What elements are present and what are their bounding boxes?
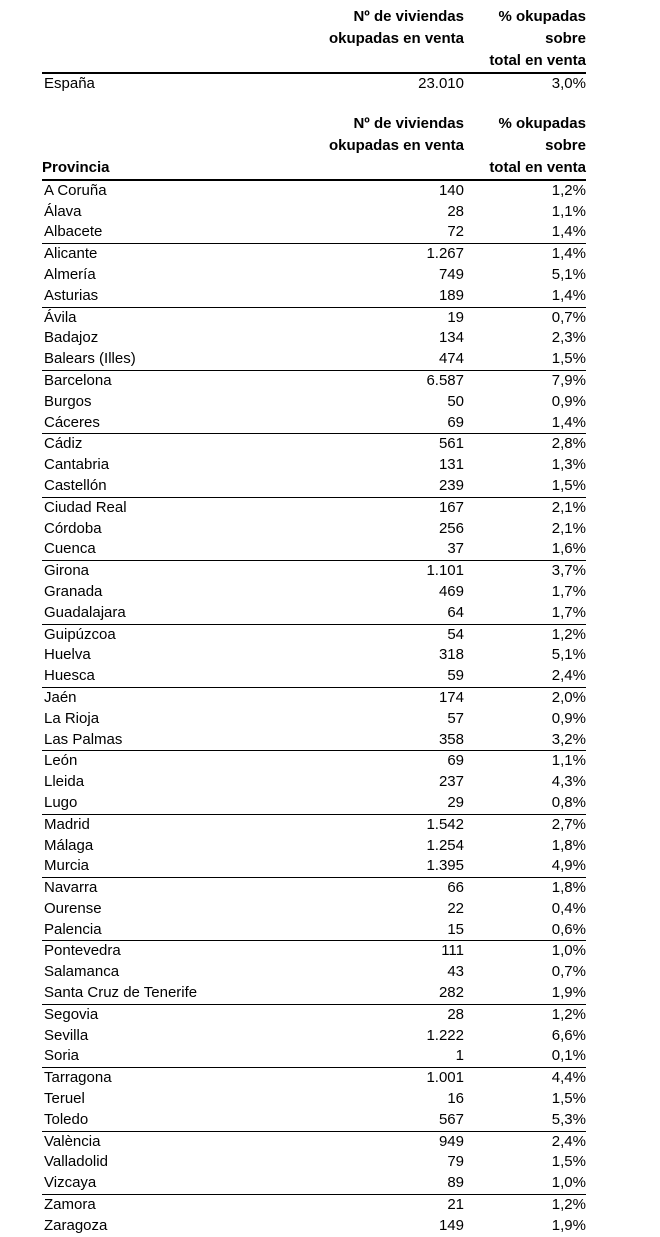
province-name: Córdoba [44,519,102,537]
pct-header-line1: % okupadas sobre [498,8,586,47]
table-row [42,772,586,793]
table-row [42,814,586,836]
province-header [42,113,586,179]
province-name: València [44,1132,101,1150]
section-spacer [42,95,586,113]
province-name: Zamora [44,1196,96,1214]
province-count: 50 [447,392,464,410]
table-row [42,202,586,223]
table-row [42,582,586,603]
table-row [42,455,586,476]
table-row [42,962,586,983]
province-pct: 1,2% [551,1005,586,1023]
province-count: 28 [447,1005,464,1023]
national-count: 23.010 [418,75,464,92]
province-pct: 1,3% [551,456,586,474]
province-pct: 1,4% [551,245,586,263]
province-name: Granada [44,582,103,600]
national-header [42,6,586,72]
province-name: Huelva [44,646,91,664]
table-row [42,624,586,646]
table-row [42,179,586,202]
table-row [42,730,586,751]
province-pct: 0,8% [551,793,586,811]
province-name: Ciudad Real [44,498,127,516]
province-pct: 2,7% [551,815,586,833]
province-pct: 1,1% [551,752,586,770]
table-row [42,793,586,814]
count-column-header [270,6,464,72]
national-name: España [44,75,95,92]
table-row [42,497,586,519]
province-pct: 5,1% [551,646,586,664]
table-row [42,1173,586,1194]
province-rows [42,179,586,1237]
province-pct: 1,2% [551,1196,586,1214]
province-pct: 1,5% [551,476,586,494]
province-name: Lugo [44,793,78,811]
province-pct: 1,0% [551,1174,586,1192]
province-pct: 1,4% [551,413,586,431]
province-count: 57 [447,709,464,727]
province-count: 15 [447,920,464,938]
province-count: 22 [447,899,464,917]
province-pct: 1,8% [551,836,586,854]
table-row [42,603,586,624]
province-pct: 0,1% [551,1047,586,1065]
province-pct: 5,1% [551,265,586,283]
table-row [42,433,586,455]
province-count: 749 [438,265,464,283]
province-pct: 1,8% [551,879,586,897]
province-count: 29 [447,793,464,811]
table-row [42,560,586,582]
table-row [42,1067,586,1089]
province-pct-header-line1: % okupadas sobre [498,114,586,154]
province-pct: 4,3% [551,773,586,791]
province-count: 149 [438,1216,464,1234]
province-name: Cádiz [44,435,83,453]
province-pct: 3,2% [551,730,586,748]
province-name: A Coruña [44,181,107,199]
province-count: 256 [438,519,464,537]
table-row [42,709,586,730]
province-name: Cuenca [44,540,96,558]
province-count: 54 [447,625,464,643]
province-count: 134 [438,329,464,347]
count-header-line2: okupadas en venta [328,30,464,47]
province-pct: 2,8% [551,435,586,453]
table-row [42,539,586,560]
province-name: Sevilla [44,1026,89,1044]
table-row [42,856,586,877]
province-pct: 0,4% [551,899,586,917]
province-count: 72 [447,223,464,241]
province-column-header: Provincia [42,158,110,176]
province-count: 28 [447,202,464,220]
province-count-header-line2: okupadas en venta [328,136,464,154]
national-row [42,72,586,95]
province-name: Guadalajara [44,603,126,621]
province-pct: 1,7% [551,603,586,621]
province-name: Guipúzcoa [44,625,116,643]
province-name: Málaga [44,836,94,854]
province-count: 1.001 [426,1069,464,1087]
province-pct: 1,7% [551,582,586,600]
province-name: Tarragona [44,1069,112,1087]
province-count: 79 [447,1153,464,1171]
province-pct: 2,4% [551,1132,586,1150]
count-header-line1: Nº de viviendas [353,8,464,25]
province-name: Valladolid [44,1153,108,1171]
table-row [42,877,586,899]
province-name: Cáceres [44,413,100,431]
province-name: Cantabria [44,456,110,474]
table-row [42,370,586,392]
province-name: Vizcaya [44,1174,97,1192]
province-count: 89 [447,1174,464,1192]
province-name: Las Palmas [44,730,123,748]
province-pct: 1,1% [551,202,586,220]
table-row [42,1152,586,1173]
province-count: 1.254 [426,836,464,854]
province-count: 189 [438,286,464,304]
province-pct-header [464,113,586,179]
table-row [42,666,586,687]
province-pct: 4,4% [551,1069,586,1087]
table-row [42,899,586,920]
province-name: Almería [44,265,96,283]
national-pct: 3,0% [551,75,586,92]
province-pct: 1,5% [551,350,586,368]
province-count: 469 [438,582,464,600]
province-count: 1.267 [426,245,464,263]
table-row [42,222,586,243]
province-name: Santa Cruz de Tenerife [44,984,198,1002]
province-name: Lleida [44,773,85,791]
province-pct: 1,0% [551,942,586,960]
province-name: Palencia [44,920,102,938]
table-row [42,413,586,434]
province-count: 358 [438,730,464,748]
province-name: Navarra [44,879,98,897]
province-pct: 2,1% [551,519,586,537]
province-count: 69 [447,752,464,770]
province-name: Huesca [44,667,95,685]
province-name: La Rioja [44,709,100,727]
province-name: Burgos [44,392,92,410]
province-name: Ávila [44,308,77,326]
pct-column-header [464,6,586,72]
table-row [42,1046,586,1067]
province-count: 21 [447,1196,464,1214]
province-name: Castellón [44,476,107,494]
province-count: 64 [447,603,464,621]
table-row [42,983,586,1004]
province-count-header [270,113,464,179]
province-count: 37 [447,540,464,558]
pct-header-line2: total en venta [489,52,586,69]
province-count: 16 [447,1090,464,1108]
province-count: 59 [447,667,464,685]
table-row [42,392,586,413]
province-count: 111 [441,942,464,960]
table-row [42,328,586,349]
province-count: 561 [438,435,464,453]
occupied-housing-table [42,6,586,1237]
province-name: Segovia [44,1005,99,1023]
province-pct: 2,4% [551,667,586,685]
province-name: Ourense [44,899,102,917]
province-pct: 4,9% [551,857,586,875]
table-row [42,519,586,540]
table-row [42,687,586,709]
province-pct: 0,7% [551,308,586,326]
province-pct: 2,1% [551,498,586,516]
table-row [42,265,586,286]
province-count: 318 [438,646,464,664]
province-name: Badajoz [44,329,99,347]
province-name: Toledo [44,1110,89,1128]
province-pct: 2,0% [551,688,586,706]
province-pct: 0,6% [551,920,586,938]
table-row [42,1131,586,1153]
province-count: 474 [438,350,464,368]
province-pct: 1,6% [551,540,586,558]
province-pct: 0,9% [551,709,586,727]
table-row [42,1194,586,1216]
province-count: 1.222 [426,1026,464,1044]
table-row [42,476,586,497]
province-pct: 6,6% [551,1026,586,1044]
table-row [42,645,586,666]
province-name: León [44,752,78,770]
province-name: Soria [44,1047,80,1065]
table-row [42,1089,586,1110]
province-name: Pontevedra [44,942,121,960]
province-count-header-line1: Nº de viviendas [353,114,464,132]
province-name: Albacete [44,223,103,241]
province-count: 282 [438,984,464,1002]
province-name: Asturias [44,286,99,304]
province-name: Alicante [44,245,98,263]
province-pct: 0,7% [551,963,586,981]
province-name: Salamanca [44,963,120,981]
province-count: 239 [438,476,464,494]
province-pct: 1,5% [551,1153,586,1171]
province-pct: 1,2% [551,181,586,199]
province-count: 6.587 [426,371,464,389]
province-count: 174 [438,688,464,706]
province-count: 567 [438,1110,464,1128]
province-name: Teruel [44,1090,85,1108]
province-pct: 0,9% [551,392,586,410]
province-count: 1 [455,1047,464,1065]
province-name: Barcelona [44,371,112,389]
province-pct: 1,4% [551,223,586,241]
province-name: Balears (Illes) [44,350,136,368]
table-row [42,349,586,370]
table-row [42,750,586,772]
table-row [42,307,586,329]
province-count: 237 [438,773,464,791]
province-count: 66 [447,879,464,897]
province-name: Girona [44,562,90,580]
province-name: Álava [44,202,82,220]
table-row [42,1216,586,1237]
table-row [42,1004,586,1026]
province-count: 1.101 [426,562,464,580]
province-count: 167 [438,498,464,516]
province-name: Zaragoza [44,1216,108,1234]
table-row [42,286,586,307]
table-row [42,1026,586,1047]
province-pct: 1,9% [551,984,586,1002]
province-count: 131 [438,456,464,474]
province-count: 1.542 [426,815,464,833]
province-name: Jaén [44,688,77,706]
province-pct: 2,3% [551,329,586,347]
province-pct: 1,4% [551,286,586,304]
province-pct: 5,3% [551,1110,586,1128]
province-pct: 1,9% [551,1216,586,1234]
province-count: 1.395 [426,857,464,875]
province-pct: 1,5% [551,1090,586,1108]
province-pct: 7,9% [551,371,586,389]
table-row [42,920,586,941]
province-name: Madrid [44,815,90,833]
table-row [42,1110,586,1131]
province-count: 140 [438,181,464,199]
province-count: 949 [438,1132,464,1150]
table-row [42,940,586,962]
province-count: 43 [447,963,464,981]
province-count: 69 [447,413,464,431]
province-pct: 1,2% [551,625,586,643]
table-row [42,243,586,265]
province-pct-header-line2: total en venta [489,158,586,176]
table-row [42,836,586,857]
province-name: Murcia [44,857,90,875]
province-pct: 3,7% [551,562,586,580]
province-count: 19 [447,308,464,326]
